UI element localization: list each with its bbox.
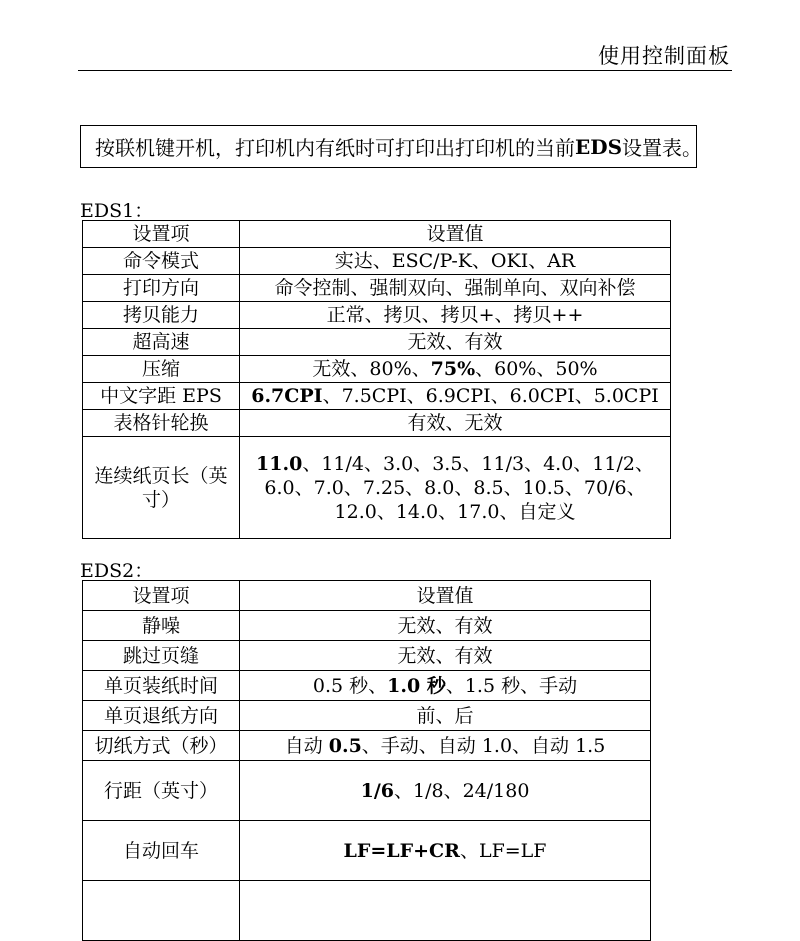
setting-item: 行距（英寸） xyxy=(83,761,240,821)
table-row xyxy=(83,356,671,383)
value-segment: 命令控制 xyxy=(274,277,351,299)
setting-value xyxy=(240,761,651,821)
setting-value xyxy=(240,275,671,302)
table-row xyxy=(83,302,671,329)
setting-item: 超高速 xyxy=(83,329,240,356)
setting-item: 自动回车 xyxy=(83,821,240,881)
value-segment-default: 1.0 秒 xyxy=(387,674,446,697)
setting-value xyxy=(240,302,671,329)
table-row xyxy=(83,761,651,821)
column-header-item: 设置项 xyxy=(83,581,240,611)
column-header-value: 设置值 xyxy=(240,221,671,248)
table-row xyxy=(83,731,651,761)
setting-item: 打印方向 xyxy=(83,275,240,302)
setting-value xyxy=(240,356,671,383)
intro-text-bold: EDS xyxy=(575,134,623,159)
value-segment: 无效、有效 xyxy=(397,614,493,637)
value-segment: 、1.5 秒、手动 xyxy=(445,674,578,697)
value-segment: 、7.5CPI、6.9CPI、6.0CPI、5.0CPI xyxy=(322,385,659,407)
table-row xyxy=(83,248,671,275)
value-segment: 正常、拷贝、拷贝+、拷贝++ xyxy=(326,304,584,326)
setting-item: 跳过页缝 xyxy=(83,641,240,671)
value-segment-default: 6.7CPI xyxy=(251,385,323,407)
value-segment-default: 11.0 xyxy=(256,452,303,475)
setting-item: 连续纸页长（英寸） xyxy=(83,437,240,539)
table-row xyxy=(83,329,671,356)
setting-item: 表格针轮换 xyxy=(83,410,240,437)
setting-value xyxy=(240,329,671,356)
setting-value xyxy=(240,701,651,731)
setting-item: 单页退纸方向 xyxy=(83,701,240,731)
setting-value xyxy=(240,611,651,641)
table-row xyxy=(83,671,651,701)
value-segment: 无效、80%、 xyxy=(312,358,431,380)
value-segment: 有效、无效 xyxy=(407,412,503,434)
setting-item-cut xyxy=(83,881,240,941)
value-segment-default: 0.5 xyxy=(328,734,362,757)
intro-note-box xyxy=(80,125,703,168)
eds2-section-label: EDS2： xyxy=(80,560,154,582)
setting-item: 命令模式 xyxy=(83,248,240,275)
setting-value xyxy=(240,248,671,275)
table-row xyxy=(83,641,651,671)
value-segment: 、60%、50% xyxy=(475,358,598,380)
table-row xyxy=(83,410,671,437)
value-segment: 、手动、自动 1.0、自动 1.5 xyxy=(361,734,606,757)
table-row xyxy=(83,611,651,641)
setting-value xyxy=(240,437,671,539)
value-segment: 实达、ESC/P-K、OKI、AR xyxy=(334,250,576,272)
header-divider xyxy=(78,70,732,71)
table-header-row xyxy=(83,221,671,248)
table-row xyxy=(83,821,651,881)
value-segment: 无效、有效 xyxy=(397,644,493,667)
value-segment: 0.5 秒、 xyxy=(312,674,388,697)
table-row xyxy=(83,275,671,302)
value-segment-default: LF=LF+CR xyxy=(343,839,460,862)
setting-item: 单页装纸时间 xyxy=(83,671,240,701)
setting-value xyxy=(240,410,671,437)
table-row xyxy=(83,437,671,539)
setting-item: 中文字距 EPS xyxy=(83,383,240,410)
setting-value xyxy=(240,383,671,410)
setting-value xyxy=(240,671,651,701)
setting-item: 拷贝能力 xyxy=(83,302,240,329)
table-row xyxy=(83,383,671,410)
eds1-settings-table xyxy=(82,220,671,539)
setting-item: 静噪 xyxy=(83,611,240,641)
table-row xyxy=(83,701,651,731)
setting-item: 切纸方式（秒） xyxy=(83,731,240,761)
page-header-title: 使用控制面板 xyxy=(598,44,730,68)
value-segment: 无效、有效 xyxy=(407,331,503,353)
value-segment: 、强制双向、强制单向、双向补偿 xyxy=(350,277,636,299)
setting-value-cut xyxy=(240,881,651,941)
setting-value xyxy=(240,731,651,761)
value-segment-default: 1/6 xyxy=(360,779,394,802)
setting-value xyxy=(240,821,651,881)
eds2-settings-table xyxy=(82,580,651,941)
value-segment: 、11/4、3.0、3.5、11/3、4.0、11/2、6.0、7.0、7.25、8.0、8.5、10.5、70/6、12.0、14.0、17.0、自定义 xyxy=(264,452,654,523)
table-header-row xyxy=(83,581,651,611)
intro-text-after: 设置表。 xyxy=(622,136,703,160)
value-segment: 自动 xyxy=(284,734,329,757)
intro-text-before: 按联机键开机，打印机内有纸时可打印出打印机的当前 xyxy=(95,136,575,160)
setting-item: 压缩 xyxy=(83,356,240,383)
value-segment: 、1/8、24/180 xyxy=(393,779,530,802)
value-segment-default: 75% xyxy=(430,358,476,380)
setting-value xyxy=(240,641,651,671)
column-header-value: 设置值 xyxy=(240,581,651,611)
table-row-partial xyxy=(83,881,651,941)
eds1-section-label: EDS1： xyxy=(80,200,154,222)
value-segment: 前、后 xyxy=(416,704,474,727)
column-header-item: 设置项 xyxy=(83,221,240,248)
value-segment: 、LF=LF xyxy=(459,839,547,862)
